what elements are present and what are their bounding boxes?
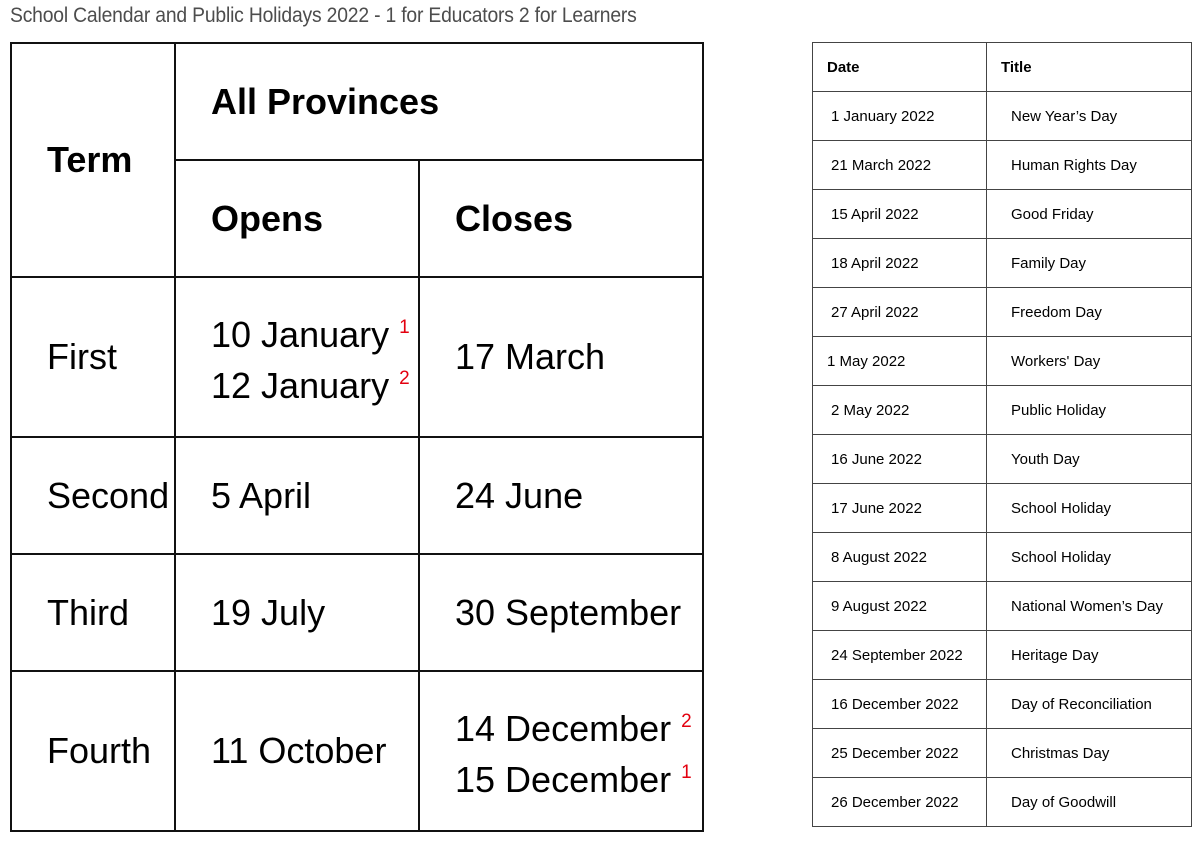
- table-row: [813, 631, 1192, 680]
- term-opens: [175, 437, 419, 554]
- page-title: School Calendar and Public Holidays 2022 - 1 for Educators 2 for Learners: [10, 4, 637, 27]
- opens-date: 10 January: [211, 314, 390, 355]
- footnote-marker: 1: [681, 762, 692, 783]
- closes-date: 30 September: [455, 591, 682, 633]
- footnote-marker: 2: [399, 368, 410, 389]
- table-row: [813, 435, 1192, 484]
- closes-header: Closes: [419, 160, 703, 277]
- table-row: [813, 92, 1192, 141]
- holiday-title: School Holiday: [987, 484, 1192, 533]
- term-calendar-table: [10, 42, 704, 832]
- table-row: [813, 141, 1192, 190]
- holiday-date: 24 September 2022: [813, 631, 987, 680]
- holiday-title: Day of Goodwill: [987, 778, 1192, 827]
- table-row: [813, 582, 1192, 631]
- holiday-title: Good Friday: [987, 190, 1192, 239]
- holiday-title: Workers' Day: [987, 337, 1192, 386]
- holiday-date: 2 May 2022: [813, 386, 987, 435]
- term-closes: [419, 277, 703, 437]
- title-column-header: Title: [987, 43, 1192, 92]
- table-row: [813, 239, 1192, 288]
- holiday-title: Human Rights Day: [987, 141, 1192, 190]
- table-row: [813, 337, 1192, 386]
- term-header: Term: [11, 43, 175, 277]
- holiday-date: 25 December 2022: [813, 729, 987, 778]
- holiday-title: Freedom Day: [987, 288, 1192, 337]
- term-row: [11, 671, 703, 831]
- table-row: [813, 729, 1192, 778]
- term-row: [11, 554, 703, 671]
- holiday-date: 16 December 2022: [813, 680, 987, 729]
- term-opens: [175, 554, 419, 671]
- term-name: Third: [11, 554, 175, 671]
- holiday-date: 8 August 2022: [813, 533, 987, 582]
- table-row: [813, 484, 1192, 533]
- table-row: [813, 288, 1192, 337]
- holiday-title: Family Day: [987, 239, 1192, 288]
- table-row: [813, 680, 1192, 729]
- term-closes: [419, 554, 703, 671]
- term-name: First: [11, 277, 175, 437]
- holiday-date: 1 May 2022: [813, 337, 987, 386]
- opens-header: Opens: [175, 160, 419, 277]
- holiday-date: 17 June 2022: [813, 484, 987, 533]
- holiday-date: 21 March 2022: [813, 141, 987, 190]
- holiday-title: Youth Day: [987, 435, 1192, 484]
- term-row: [11, 277, 703, 437]
- closes-date: 15 December: [455, 759, 672, 800]
- opens-date: 12 January: [211, 365, 390, 406]
- holiday-date: 16 June 2022: [813, 435, 987, 484]
- holiday-title: Christmas Day: [987, 729, 1192, 778]
- opens-date: 19 July: [211, 591, 326, 633]
- public-holidays-table: [812, 42, 1192, 827]
- term-opens: [175, 277, 419, 437]
- holiday-title: Day of Reconciliation: [987, 680, 1192, 729]
- term-name: Fourth: [11, 671, 175, 831]
- date-column-header: Date: [813, 43, 987, 92]
- footnote-marker: 1: [399, 317, 410, 338]
- footnote-marker: 2: [681, 711, 692, 732]
- holiday-title: National Women’s Day: [987, 582, 1192, 631]
- holiday-date: 9 August 2022: [813, 582, 987, 631]
- table-row: [813, 386, 1192, 435]
- term-opens: [175, 671, 419, 831]
- term-row: [11, 437, 703, 554]
- opens-date: 11 October: [211, 730, 387, 771]
- table-row: [813, 190, 1192, 239]
- holiday-date: 1 January 2022: [813, 92, 987, 141]
- holiday-title: Heritage Day: [987, 631, 1192, 680]
- holiday-date: 27 April 2022: [813, 288, 987, 337]
- holiday-date: 26 December 2022: [813, 778, 987, 827]
- holiday-title: School Holiday: [987, 533, 1192, 582]
- opens-date: 5 April: [211, 474, 312, 516]
- closes-date: 14 December: [455, 708, 672, 749]
- term-name: Second: [11, 437, 175, 554]
- term-closes: [419, 437, 703, 554]
- holiday-date: 18 April 2022: [813, 239, 987, 288]
- holiday-title: New Year’s Day: [987, 92, 1192, 141]
- holiday-date: 15 April 2022: [813, 190, 987, 239]
- holiday-title: Public Holiday: [987, 386, 1192, 435]
- table-row: [813, 778, 1192, 827]
- term-closes: [419, 671, 703, 831]
- closes-date: 24 June: [455, 474, 584, 516]
- region-header: All Provinces: [175, 43, 703, 160]
- closes-date: 17 March: [455, 336, 606, 377]
- table-row: [813, 533, 1192, 582]
